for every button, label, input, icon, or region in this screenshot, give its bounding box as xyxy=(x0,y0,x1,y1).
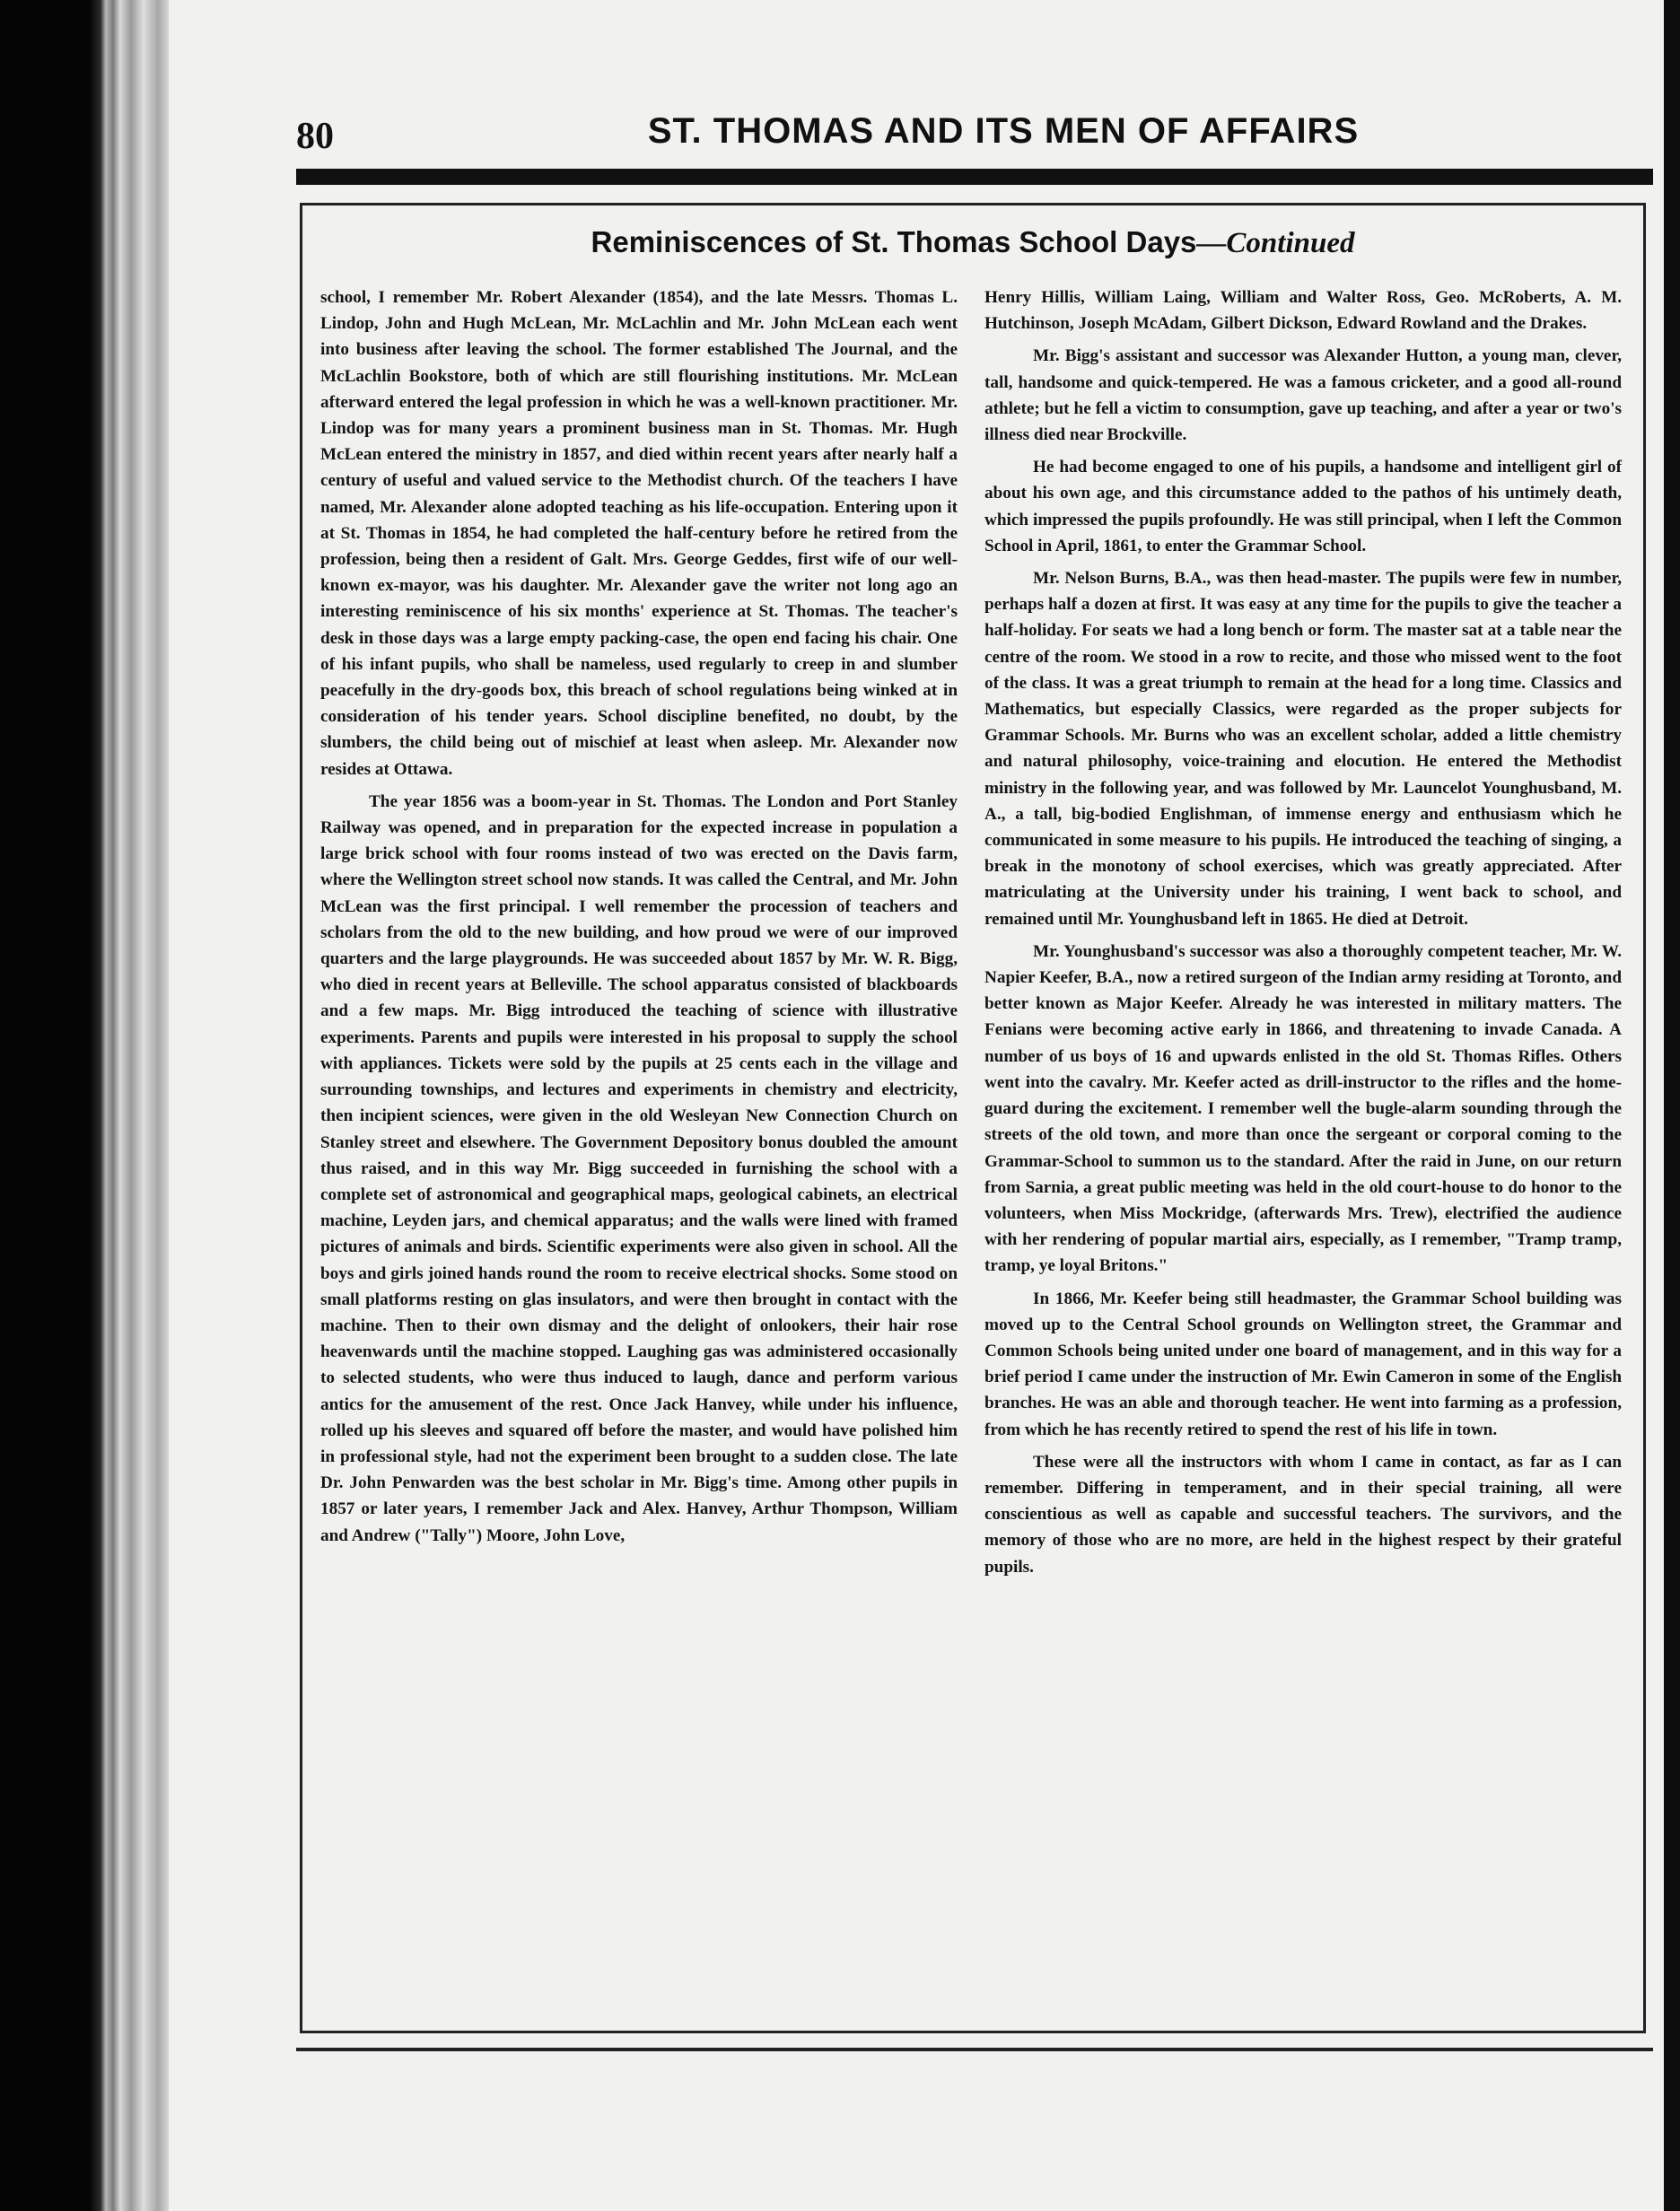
article-title-main: Reminiscences of St. Thomas School Days xyxy=(591,225,1197,258)
article-title xyxy=(302,225,1643,260)
running-title: ST. THOMAS AND ITS MEN OF AFFAIRS xyxy=(647,111,1360,151)
paragraph: Henry Hillis, William Laing, William and Walter Ross, Geo. McRoberts, A. M. Hutchinson, Joseph McAdam, Gilbert Dickson, Edward Rowland and the Drakes. xyxy=(984,288,1622,334)
paragraph: The year 1856 was a boom-year in St. Thomas. The London and Port Stanley Railway was opened, and in preparation for the expected increase in population a large brick school with four rooms instead of two was erected on the Davis farm, where the Wellington street school now stands. It was called the Central, and Mr. John McLean was the first principal. I well remember the procession of teachers and scholars from the old to the new building, and how proud we were of our improved quarters and the large playgrounds. He was succeeded about 1857 by Mr. W. R. Bigg, who died in recent years at Belleville. The school apparatus consisted of blackboards and a few maps. Mr. Bigg introduced the teaching of science with illustrative experiments. Parents and pupils were interested in his proposal to supply the school with appliances. Tickets were sold by the pupils at 25 cents each in the village and surrounding townships, and lectures and experiments in chemistry and electricity, then incipient sciences, were given in the old Wesleyan New Connection Church on Stanley street and elsewhere. The Government Depository bonus doubled the amount thus raised, and in this way Mr. Bigg succeeded in furnishing the school with a complete set of astronomical and geographical maps, geological cabinets, an electrical machine, Leyden jars, and chemical apparatus; and the walls were lined with framed pictures of animals and birds. Scientific experiments were also given in school. All the boys and girls joined hands round the room to receive electrical shocks. Some stood on small platforms resting on glas insulators, and were then brought in contact with the machine. Then to their own dismay and the delight of onlookers, their hair rose heavenwards until the machine stopped. Laughing gas was administered occasionally to selected students, who were thus induced to laugh, dance and perform various antics for the amusement of the rest. Once Jack Hanvey, while under his influence, rolled up his sleeves and squared off before the master, and would have polished him in professional style, had not the experiment been brought to a sudden close. The late Dr. John Penwarden was the best scholar in Mr. Bigg's time. Among other pupils in 1857 or later years, I remember Jack and Alex. Hanvey, Arthur Thompson, William and Andrew ("Tally") Moore, John Love, xyxy=(320,791,958,1545)
right-column xyxy=(984,284,1622,1586)
paragraph: Mr. Younghusband's successor was also a thoroughly competent teacher, Mr. W. Napier Keefer, B.A., now a retired surgeon of the Indian army residing at Toronto, and better known as Major Keefer. Already he was interested in military matters. The Fenians were becoming active early in 1866, and threatening to invade Canada. A number of us boys of 16 and upwards enlisted in the old St. Thomas Rifles. Others went into the cavalry. Mr. Keefer acted as drill-instructor to the rifles and the home-guard during the excitement. I remember well the bugle-alarm sounding through the streets of the old town, and more than once the sergeant or corporal coming to the Grammar-School to summon us to the standard. After the raid in June, on our return from Sarnia, a great public meeting was held in the old court-house to do honor to the volunteers, when Miss Mockridge, (afterwards Mrs. Trew), electrified the audience with her rendering of popular martial airs, especially, as I remember, "Tramp tramp, tramp, ye loyal Britons." xyxy=(984,941,1622,1276)
article-title-continued: —Continued xyxy=(1196,227,1355,259)
paragraph: Mr. Bigg's assistant and successor was Alexander Hutton, a young man, clever, tall, handsome and quick-tempered. He was a famous cricketer, and a good all-round athlete; but he fell a victim to consumption, gave up teaching, and after a year or two's illness died near Brockville. xyxy=(984,346,1622,445)
paragraph: Mr. Nelson Burns, B.A., was then head-master. The pupils were few in number, perhaps half a dozen at first. It was easy at any time for the pupils to give the teacher a half-holiday. For seats we had a long bench or form. The master sat at a table near the centre of the room. We stood in a row to recite, and those who missed went to the foot of the class. It was a great triumph to remain at the head for a long time. Classics and Mathematics, but especially Classics, were regarded as the proper subjects for Grammar Schools. Mr. Burns who was an excellent scholar, added a little chemistry and natural philosophy, voice-training and elocution. He entered the Methodist ministry in the following year, and was followed by Mr. Launcelot Younghusband, M. A., a tall, big-bodied Englishman, of immense energy and enthusiasm which he communicated in some measure to his pupils. He introduced the teaching of singing, a break in the monotony of school exercises, which was greatly appreciated. After matriculating at the University under his training, I went back to school, and remained until Mr. Younghusband left in 1865. He died at Detroit. xyxy=(984,569,1622,929)
paragraph: He had become engaged to one of his pupils, a handsome and intelligent girl of about his own age, and this circumstance added to the pathos of his untimely death, which impressed the pupils profoundly. He was still principal, when I left the Common School in April, 1861, to enter the Grammar School. xyxy=(984,458,1622,555)
left-column xyxy=(320,284,958,1555)
paragraph: In 1866, Mr. Keefer being still headmaster, the Grammar School building was moved up to the Central School grounds on Wellington street, the Grammar and Common Schools being united under one board of management, and in this way for a brief period I came under the instruction of Mr. Ewin Cameron in some of the English branches. He was an able and thorough teacher. He went into farming as a profession, from which he has recently retired to spend the rest of his life in town. xyxy=(984,1289,1622,1439)
book-spine xyxy=(0,0,188,2211)
paragraph: These were all the instructors with whom I came in contact, as far as I can remember. Differing in temperament, and in their special training, all were conscientious as well as capable and successful teachers. The survivors, and the memory of those who are no more, are held in the highest respect by their grateful pupils. xyxy=(984,1452,1622,1577)
article-frame xyxy=(300,203,1646,2033)
footer-rule xyxy=(296,2048,1653,2051)
paragraph: school, I remember Mr. Robert Alexander (1854), and the late Messrs. Thomas L. Lindop, John and Hugh McLean, Mr. McLachlin and Mr. John McLean each went into business after leaving the school. The former established The Journal, and the McLachlin Bookstore, both of which are still flourishing institutions. Mr. McLean afterward entered the legal profession in which he was a well-known practitioner. Mr. Lindop was for many years a prominent business man in St. Thomas. Mr. Hugh McLean entered the ministry in 1857, and died within recent years after nearly half a century of useful and valued service to the Methodist church. Of the teachers I have named, Mr. Alexander alone adopted teaching as his life-occupation. Entering upon it at St. Thomas in 1854, he had completed the half-century before he retired from the profession, being then a resident of Galt. Mrs. George Geddes, first wife of our well-known ex-mayor, was his daughter. Mr. Alexander gave the writer not long ago an interesting reminiscence of his six months' experience at St. Thomas. The teacher's desk in those days was a large empty packing-case, the open end facing his chair. One of his infant pupils, who shall be nameless, used regularly to creep in and slumber peacefully in the dry-goods box, this breach of school regulations being winked at in consideration of his tender years. School discipline benefited, no doubt, by the slumbers, the child being out of mischief at least when asleep. Mr. Alexander now resides at Ottawa. xyxy=(320,288,958,779)
page-number: 80 xyxy=(296,116,334,157)
header-rule xyxy=(296,169,1653,185)
book-page xyxy=(169,0,1664,2211)
